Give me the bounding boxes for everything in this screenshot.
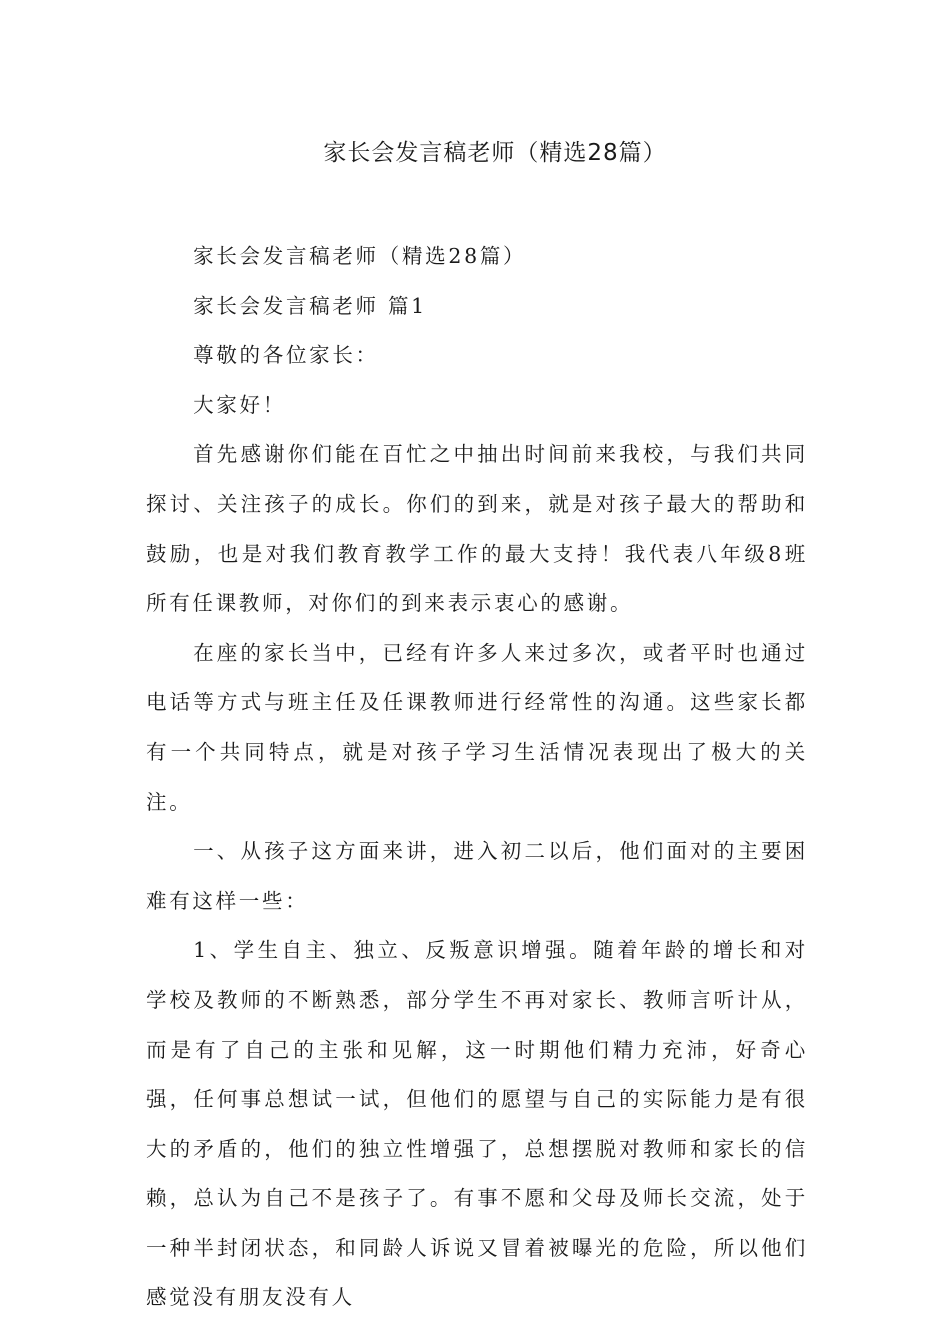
paragraph-thanks: 首先感谢你们能在百忙之中抽出时间前来我校，与我们共同探讨、关注孩子的成长。你们的到来，就是对孩子最大的帮助和鼓励，也是对我们教育教学工作的最大支持！我代表八年级8班所有任课教师，对你们的到来表示衷心的感谢。: [146, 442, 808, 616]
paragraph-parents-communication: 在座的家长当中，已经有许多人来过多次，或者平时也通过电话等方式与班主任及任课教师进行经常性的沟通。这些家长都有一个共同特点，就是对孩子学习生活情况表现出了极大的关注。: [146, 640, 808, 814]
paragraph-subtitle: 家长会发言稿老师（精选28篇）: [193, 244, 527, 268]
paragraph-difficulties-intro: 一、从孩子这方面来讲，进入初二以后，他们面对的主要困难有这样一些：: [146, 839, 808, 913]
document-title: 家长会发言稿老师（精选28篇）: [323, 140, 667, 166]
paragraph-point-1: 1、学生自主、独立、反叛意识增强。随着年龄的增长和对学校及教师的不断熟悉，部分学生不再对家长、教师言听计从，而是有了自己的主张和见解，这一时期他们精力充沛，好奇心强，任何事总想试一试，但他们的愿望与自己的实际能力是有很大的矛盾的，他们的独立性增强了，总想摆脱对教师和家长的信赖，总认为自己不是孩子了。有事不愿和父母及师长交流，处于一种半封闭状态，和同龄人诉说又冒着被曝光的危险，所以他们感觉没有朋友没有人: [146, 938, 808, 1310]
paragraph-greeting: 大家好！: [193, 392, 286, 417]
paragraph-section-heading: 家长会发言稿老师 篇1: [193, 293, 427, 318]
paragraph-salutation: 尊敬的各位家长：: [193, 343, 379, 368]
document-body: [146, 232, 808, 1323]
